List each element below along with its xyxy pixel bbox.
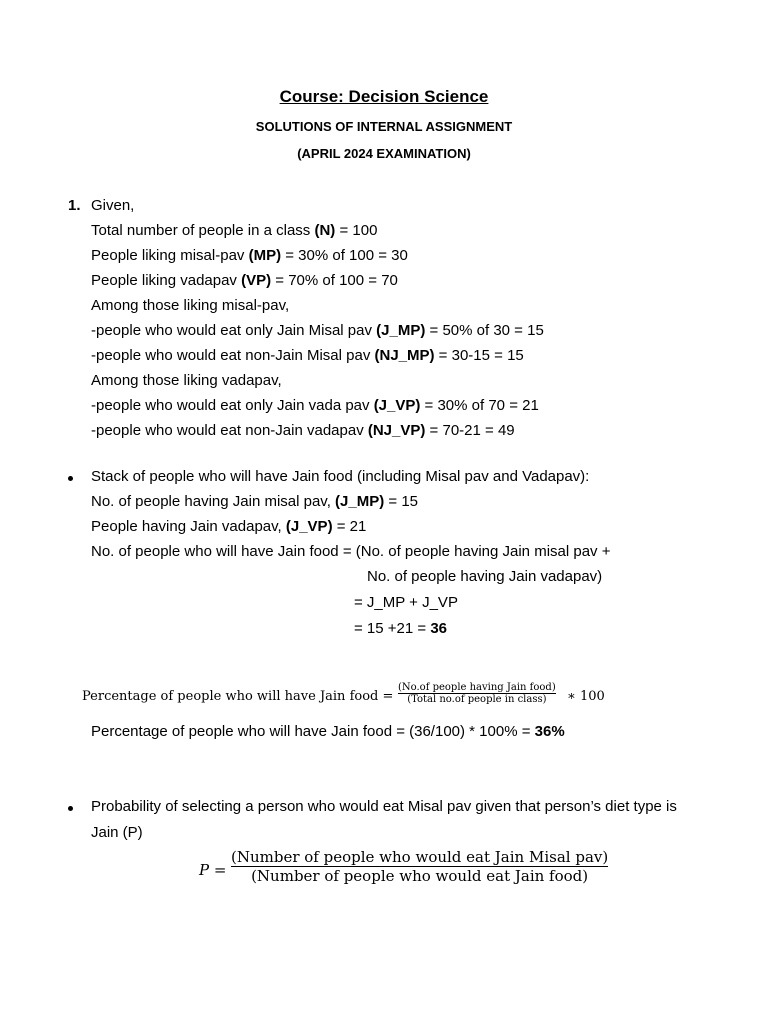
given-line: Among those liking vadapav,: [91, 372, 282, 389]
percentage-denominator: (Total no.of people in class): [407, 694, 547, 705]
question-number: 1.: [68, 197, 81, 214]
course-title: Course: Decision Science: [279, 87, 489, 106]
stack-line-jain-misal: No. of people having Jain misal pav, (J_MP) = 15: [91, 493, 418, 510]
given-line: People liking misal-pav (MP) = 30% of 100 = 30: [91, 247, 408, 264]
probability-line-2: Jain (P): [91, 824, 143, 841]
assignment-subtitle: SOLUTIONS OF INTERNAL ASSIGNMENT: [255, 119, 513, 134]
probability-line-1: Probability of selecting a person who would eat Misal pav given that person’s diet type is: [91, 798, 677, 815]
stack-line-total: No. of people who will have Jain food = (No. of people having Jain misal pav +: [91, 543, 611, 560]
bullet-icon: [68, 806, 73, 811]
probability-numerator: (Number of people who would eat Jain Misal pav): [231, 848, 609, 866]
stack-heading: Stack of people who will have Jain food (including Misal pav and Vadapav):: [91, 468, 590, 485]
given-line: Among those liking misal-pav,: [91, 297, 290, 314]
percentage-fraction: [398, 682, 556, 705]
given-line: -people who would eat non-Jain Misal pav (NJ_MP) = 30-15 = 15: [91, 347, 524, 364]
bullet-icon: [68, 476, 73, 481]
given-line: -people who would eat non-Jain vadapav (NJ_VP) = 70-21 = 49: [91, 422, 515, 439]
stack-line-result: = 15 +21 = 36: [354, 620, 448, 637]
percentage-formula-rhs: ∗ 100: [567, 689, 605, 704]
percentage-numerator: (No.of people having Jain food): [398, 682, 556, 693]
probability-fraction: [231, 848, 608, 885]
stack-line-total-cont: No. of people having Jain vadapav): [367, 568, 603, 585]
given-line: -people who would eat only Jain vada pav (J_VP) = 30% of 70 = 21: [91, 397, 539, 414]
given-label: Given,: [91, 197, 135, 214]
given-line: -people who would eat only Jain Misal pav (J_MP) = 50% of 30 = 15: [91, 322, 544, 339]
exam-subtitle: (APRIL 2024 EXAMINATION): [297, 146, 471, 161]
percentage-formula-lhs: Percentage of people who will have Jain food =: [82, 689, 394, 704]
stack-line-jain-vadapav: People having Jain vadapav, (J_VP) = 21: [91, 518, 367, 535]
given-line: Total number of people in a class (N) = 100: [91, 222, 378, 239]
percentage-result: Percentage of people who will have Jain food = (36/100) * 100% = 36%: [91, 723, 565, 740]
probability-denominator: (Number of people who would eat Jain food): [251, 867, 589, 885]
given-line: People liking vadapav (VP) = 70% of 100 = 70: [91, 272, 398, 289]
stack-line-formula: = J_MP + J_VP: [354, 594, 458, 611]
probability-lhs: P =: [199, 861, 227, 879]
